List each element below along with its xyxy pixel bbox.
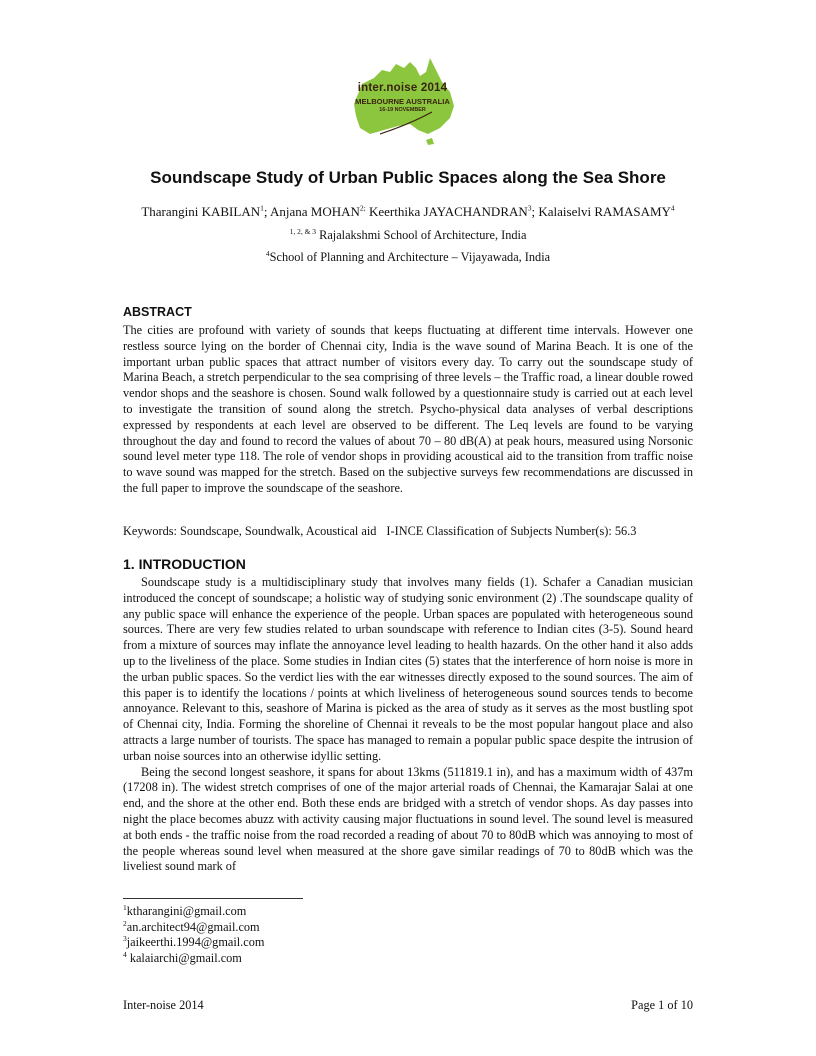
abstract-text: The cities are profound with variety of sounds that keeps fluctuating at different time intervals. However one restless source lying on the border of Chennai city, India is the wave sound of Marina Beach. It is one of the important urban public spaces that attract number of visitors every day. To carry out the soundscape study of Marina Beach, a stretch perpendicular to the sea comprising of three levels – the Traffic road, a linear double rowed vendor shops and the seashore is chosen. Sound walk followed by a questionnaire study is carried out at each level to investigate the transition of sound along the stretch. Psycho-physical data analyses of verbal descriptions expressed by respondents at each level are observed to be different. The Leq levels are found to be varying throughout the day and found to record the values of about 70 – 80 dB(A) at peak hours, measured using Norsonic sound level meter type 118. The role of vendor shops in providing acoustical aid to the transition from traffic noise to wave sound was mapped for the stretch. Based on the subjective surveys few recommendations are discussed in the full paper to improve the soundscape of the seashore.	[123, 323, 693, 495]
paper-title: Soundscape Study of Urban Public Spaces along the Sea Shore	[150, 168, 666, 187]
paragraph: Soundscape study is a multidisciplinary study that involves many fields (1). Schafer a Canadian musician introduced the concept of soundscape; a holistic way of studying sonic environment (2) .The soundscape quality of any public space will enhance the experience of the people. Urban spaces are populated with heterogeneous sound sources. There are very few studies related to urban soundscape with reference to Indian cites (3-5). Sound heard from a mixture of sources may inflate the annoyance level leading to health hazards. On the other hand it also adds up to the liveliness of the place. Some studies in Indian cites (5) states that the interference of horn noise is more in the urban public spaces. So the verdict lies with the ear witnesses directly exposed to the sound sources. The aim of this paper is to identify the locations / points at which liveliness of heterogeneous sound sources tends to become annoyance. Relevant to this, seashore of Marina is picked as the area of study as it serves as the most bustling spot of Chennai city, India. Forming the shoreline of Chennai it reveals to be the most popular hangout place and also attracts a large number of tourists. The space has managed to remain a popular public space despite the intrusion of urban noise sources into an otherwise idyllic setting.	[123, 575, 693, 763]
introduction-body	[123, 575, 693, 875]
author-list: Tharangini KABILAN$^1$; Anjana $MOHAN^{2;}$ Keerthika JAYACHANDRAN$^3$; Kalaiselvi RAMASAMY$^4$	[141, 203, 675, 219]
author-name: Anjana MOHAN	[270, 204, 360, 219]
author-name: Tharangini KABILAN	[141, 204, 261, 219]
author-sup: 4	[670, 203, 675, 213]
author-sup: 1	[260, 203, 264, 213]
abstract-heading: ABSTRACT	[123, 305, 192, 319]
email-link[interactable]: ktharangini@gmail.com	[126, 904, 247, 918]
footnote: $^1$ktharangini@gmail.com	[123, 902, 247, 918]
affiliation-1: $^{1, 2, \& 3}$ Rajalakshmi School of Architecture, India	[289, 226, 527, 242]
author-name: Keerthika JAYACHANDRAN	[369, 204, 528, 219]
keywords-line	[123, 524, 703, 539]
footnote: $^2$an.architect94@gmail.com	[123, 918, 260, 934]
footer-page-number: Page 1 of 10	[631, 998, 693, 1012]
footnote-divider	[123, 898, 303, 899]
logo-line2: MELBOURNE AUSTRALIA	[355, 97, 450, 106]
email-link[interactable]: jaikeerthi.1994@gmail.com	[126, 935, 265, 950]
paragraph: Being the second longest seashore, it spans for about 13kms (511819.1 in), and has a maximum width of 437m (17208 in). The widest stretch comprises of one of the major arterial roads of Chennai, the Kamarajar Salai at one end, and the shore at the other end. Both these ends are bridged with a stretch of vendor shops. As day passes into night the place becomes abuzz with activity causing major fluctuations in sound level. The sound level is measured at both ends - the traffic noise from the road recorded a reading of about 70 to 80dB which was annoying to most of the people whereas sound level when measured at the shore gave similar readings of 70 to 80dB which was the liveliest sound mark of	[123, 764, 693, 874]
introduction-heading: 1. INTRODUCTION	[123, 556, 246, 572]
footnote: $^4$ kalaiarchi@gmail.com	[123, 949, 242, 965]
footnotes	[123, 904, 264, 966]
keywords-text: Keywords: Soundscape, Soundwalk, Acoustical aid	[123, 524, 377, 538]
logo-line1: inter.noise 2014	[357, 82, 448, 94]
footer-conference: Inter-noise 2014	[123, 998, 204, 1012]
author-sup: 2;	[359, 203, 366, 213]
logo-line3: 16-19 NOVEMBER	[379, 107, 426, 113]
footnote: $^3$jaikeerthi.1994@gmail.com	[123, 934, 265, 950]
email-link[interactable]: kalaiarchi@gmail.com	[126, 950, 242, 965]
email-link[interactable]: an.architect94@gmail.com	[126, 919, 260, 934]
classification-text: I-INCE Classification of Subjects Number(s): 56.3	[386, 524, 637, 538]
author-sup: 3	[527, 203, 532, 213]
conference-logo	[340, 54, 465, 146]
affiliation-2: $^4$School of Planning and Architecture – Vijayawada, India	[265, 248, 551, 264]
author-name: Kalaiselvi RAMASAMY	[538, 204, 671, 219]
